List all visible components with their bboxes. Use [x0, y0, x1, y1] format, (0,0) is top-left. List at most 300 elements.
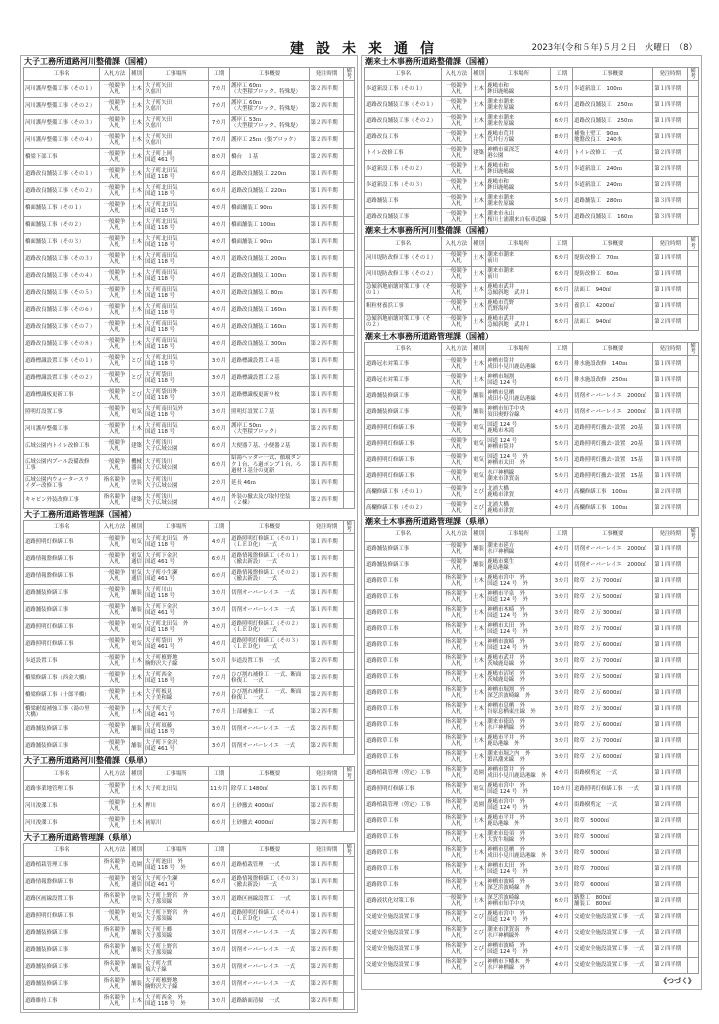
remarks-cell	[344, 738, 355, 755]
duration-cell: 3カ月	[208, 721, 230, 738]
duration-cell: 3カ月	[551, 877, 573, 893]
order-period-cell: 第１四半期	[653, 420, 688, 436]
order-period-cell: 第１四半期	[309, 387, 344, 404]
location-cell: 大子町下金沢 国道 461 号	[144, 738, 209, 755]
column-header-project-name: 工事名	[365, 237, 442, 250]
location-cell: 潮来市潮来 潮来佐原線	[486, 193, 551, 209]
duration-cell: 7カ月	[208, 704, 230, 721]
summary-cell: 切削オーバーレイエ 一式	[230, 602, 309, 619]
remarks-cell	[344, 217, 355, 234]
bid-method-cell: 指名競争 入札	[441, 813, 471, 829]
column-header-remarks: 備考	[344, 767, 355, 780]
project-name-cell: 道路除草工事	[365, 733, 442, 749]
table-row	[24, 319, 355, 336]
category-cell: 舗装	[129, 721, 143, 738]
order-period-cell: 第２四半期	[309, 925, 344, 942]
location-cell: 潮来市島須 外 大賀牛堀線 外	[486, 829, 551, 845]
project-name-cell: 道路舗装修繕工事	[24, 602, 100, 619]
category-cell: 土木	[471, 861, 485, 877]
column-header-category: 種別	[129, 843, 143, 856]
summary-cell: 橋面舗装工 90ｍ	[230, 200, 309, 217]
duration-cell: 4カ月	[551, 388, 573, 404]
duration-cell: 4カ月	[551, 500, 573, 516]
bid-method-cell: 一般競争 入札	[100, 636, 130, 653]
bid-method-cell: 指名競争 入札	[441, 621, 471, 637]
location-cell: 潮来市津賀南 外 水戸神栖線外	[486, 925, 551, 941]
project-name-cell: 道路改良舗装工事（その１）	[24, 166, 100, 183]
order-period-cell: 第１四半期	[653, 388, 688, 404]
table-row	[365, 653, 699, 669]
category-cell: 土木	[471, 250, 485, 266]
summary-cell: 法面工 940㎡	[573, 314, 653, 330]
project-name-cell: 交通安全施設設置工事	[365, 925, 442, 941]
remarks-cell	[344, 251, 355, 268]
order-period-cell: 第２四半期	[653, 845, 688, 861]
order-period-cell: 第１四半期	[309, 857, 344, 874]
duration-cell: 7カ月	[208, 81, 230, 98]
table-row	[24, 81, 355, 98]
project-name-cell: 道路植栽管理工事	[24, 857, 100, 874]
project-name-cell: 道路舗装修繕工事	[365, 541, 442, 557]
project-name-cell: 道路除草工事	[365, 589, 442, 605]
category-cell: 土木	[471, 589, 485, 605]
summary-cell: 切削オーバーレイエ 2000㎡	[573, 541, 653, 557]
project-name-cell: 道路標識設置工事（その１）	[24, 353, 100, 370]
bid-method-cell: 一般競争 入札	[100, 268, 130, 285]
location-cell: 鹿嶋市平井 外 鹿島港線 外	[486, 733, 551, 749]
order-period-cell: 第２四半期	[309, 704, 344, 721]
category-cell: 土木	[471, 685, 485, 701]
column-header-remarks: 備考	[688, 237, 699, 250]
duration-cell: 4カ月	[208, 217, 230, 234]
duration-cell: 3カ月	[551, 621, 573, 637]
project-name-cell: 河川護岸整備工事（その１）	[24, 81, 100, 98]
location-cell: 神栖市下幡木 外 水戸神栖線 外	[486, 957, 551, 973]
order-period-cell: 第１四半期	[653, 266, 688, 282]
table-row	[365, 388, 699, 404]
location-cell: 大子町板見 大子美和線	[144, 687, 209, 704]
project-name-cell: 道路改良舗装工事（その２）	[24, 183, 100, 200]
column-header-category: 種別	[129, 767, 143, 780]
project-name-cell: 道路改良舗装工事（その３）	[24, 251, 100, 268]
project-name-cell: 道路改良工事	[365, 129, 442, 145]
project-name-cell: 道路舗装修繕工事	[365, 557, 442, 573]
location-cell: 神栖市筒井 成田小見川鹿島港線	[486, 356, 551, 372]
bid-method-cell: 一般競争 入札	[441, 452, 471, 468]
table-row	[365, 282, 699, 298]
order-period-cell: 第１四半期	[309, 636, 344, 653]
bid-method-cell: 一般競争 入札	[100, 319, 130, 336]
location-cell: 大子町頃藤 国道 118 号	[144, 721, 209, 738]
bid-method-cell: 一般競争 入札	[441, 193, 471, 209]
table-row	[24, 421, 355, 438]
project-table	[23, 766, 355, 831]
bid-method-cell: 一般競争 入札	[100, 285, 130, 302]
remarks-cell	[344, 976, 355, 993]
duration-cell: 6カ月	[551, 250, 573, 266]
duration-cell: 6カ月	[208, 568, 230, 585]
project-name-cell: 道路舗装修繕工事	[24, 721, 100, 738]
bid-method-cell: 一般競争 入札	[100, 619, 130, 636]
summary-cell: 養浜工 4200㎥	[573, 298, 653, 314]
category-cell: 土木	[471, 845, 485, 861]
table-row	[24, 115, 355, 132]
location-cell: 大子町浅川 大子広域公園	[144, 438, 209, 455]
category-cell: 電気	[471, 781, 485, 797]
table-row	[24, 925, 355, 942]
order-period-cell: 第２四半期	[309, 132, 344, 149]
summary-cell: 道路舗装工 280ｍ	[573, 193, 653, 209]
duration-cell: 3カ月	[208, 891, 230, 908]
summary-cell: 除草 ２万 6000㎡	[573, 749, 653, 765]
category-cell: 電気	[471, 436, 485, 452]
duration-cell: 6カ月	[551, 97, 573, 113]
summary-cell: 切削オーバーレイエ 2000㎡	[573, 388, 653, 404]
duration-cell: 6カ月	[551, 372, 573, 388]
summary-cell: 除草 ２万 6000㎡	[573, 685, 653, 701]
summary-cell: 除草 ２万 7000㎡	[573, 621, 653, 637]
project-table	[23, 843, 355, 1010]
column-header-summary: 工事概要	[573, 237, 653, 250]
location-cell: 大子町上野宮 大子那須線	[144, 942, 209, 959]
bid-method-cell: 指名競争 入札	[441, 925, 471, 941]
duration-cell: 7カ月	[208, 132, 230, 149]
remarks-cell	[688, 797, 699, 813]
location-cell: 大子町南田気 国道 118 号	[144, 421, 209, 438]
table-row	[24, 891, 355, 908]
bid-method-cell: 指名競争 入札	[441, 797, 471, 813]
category-cell: 土木	[471, 129, 485, 145]
summary-cell: 歩道新設工 240ｍ	[573, 161, 653, 177]
table-row	[24, 455, 355, 475]
remarks-cell	[344, 200, 355, 217]
column-header-location: 工事場所	[486, 68, 551, 81]
order-period-cell: 第２四半期	[653, 500, 688, 516]
summary-cell: 道路照明灯修繕工（その３） （ＬＥＤ化） 一式	[230, 636, 309, 653]
order-period-cell: 第１四半期	[653, 765, 688, 781]
project-name-cell: 道路照明灯修繕工事	[365, 781, 442, 797]
category-cell: 土木	[129, 132, 143, 149]
issue-date: 2023年(令和５年)５月２日 火曜日 （8）	[531, 43, 697, 53]
table-header-row	[24, 843, 355, 856]
order-period-cell: 第２四半期	[309, 653, 344, 670]
bid-method-cell: 指名競争 入札	[441, 733, 471, 749]
bid-method-cell: 一般競争 入札	[100, 387, 130, 404]
bid-method-cell: 一般競争 入札	[100, 585, 130, 602]
location-cell: 鹿嶋市和 鉾田鹿嶋線	[486, 177, 551, 193]
category-cell: 土木	[471, 893, 485, 909]
order-period-cell: 第１四半期	[653, 605, 688, 621]
category-cell: 舗装	[471, 557, 485, 573]
table-row	[365, 621, 699, 637]
bid-method-cell: 指名競争 入札	[441, 589, 471, 605]
summary-cell: ひび割れ補修工 一式、断面 修復工 一式	[230, 687, 309, 704]
location-cell: 大子町袋田 外 国道 461 号	[144, 636, 209, 653]
bid-method-cell: 指名競争 入札	[100, 959, 130, 976]
duration-cell: 3カ月	[551, 829, 573, 845]
duration-cell: 4カ月	[208, 251, 230, 268]
column-header-project-name: 工事名	[24, 843, 100, 856]
category-cell: 舗装	[471, 541, 485, 557]
project-name-cell: 橋梁下部工事	[24, 149, 100, 166]
duration-cell: 3カ月	[208, 353, 230, 370]
bid-method-cell: 指名競争 入札	[441, 845, 471, 861]
bid-method-cell: 一般競争 入札	[100, 353, 130, 370]
column-header-category: 種別	[129, 68, 143, 81]
column-header-bid-method: 入札方法	[100, 68, 130, 81]
order-period-cell: 第３四半期	[653, 193, 688, 209]
remarks-cell	[344, 636, 355, 653]
order-period-cell: 第１四半期	[309, 166, 344, 183]
summary-cell: 道路改良舗装工 300ｍ	[230, 336, 309, 353]
project-table	[364, 67, 699, 225]
project-name-cell: 河川堤防改修工事（その２）	[365, 266, 442, 282]
project-name-cell: 道路事業地管理工事	[24, 780, 100, 797]
project-name-cell: 道路情報盤修繕工事	[24, 568, 100, 585]
remarks-cell	[344, 285, 355, 302]
location-cell: 神栖市筒井 外 成田小見川鹿島港線 外	[486, 765, 551, 781]
bid-method-cell: 指名競争 入札	[441, 909, 471, 925]
remarks-cell	[688, 573, 699, 589]
summary-cell: 道路照明灯撤去･設置 15基	[573, 452, 653, 468]
project-name-cell: 道路除草工事	[365, 605, 442, 621]
category-cell: 土木	[471, 749, 485, 765]
location-cell: 大子町槙野地 駒野沢大子線	[144, 653, 209, 670]
duration-cell: 4カ月	[208, 302, 230, 319]
section-title: 大子工務所道路河川整備課（国補）	[24, 57, 152, 66]
table-row	[365, 781, 699, 797]
remarks-cell	[688, 145, 699, 161]
column-header-duration: 工期	[208, 521, 230, 534]
remarks-cell	[688, 161, 699, 177]
bid-method-cell: 一般競争 入札	[100, 602, 130, 619]
location-cell: 神栖市息栖 外 谷原息栖東庄線 外	[486, 701, 551, 717]
project-name-cell: 道路除草工事	[365, 621, 442, 637]
duration-cell: 3カ月	[551, 845, 573, 861]
duration-cell: 3カ月	[208, 993, 230, 1010]
bid-method-cell: 一般競争 入札	[441, 484, 471, 500]
summary-cell: 除草 ２万 6000㎡	[573, 637, 653, 653]
project-name-cell: 道路照明灯修繕工事	[24, 534, 100, 551]
column-header-summary: 工事概要	[230, 767, 309, 780]
project-name-cell: 道路照明灯修繕工事	[24, 636, 100, 653]
duration-cell: 6カ月	[208, 166, 230, 183]
location-cell: 大子町南田気 国道 118 号	[144, 302, 209, 319]
location-cell: 北浦大橋 鹿嶋市津賀	[486, 484, 551, 500]
remarks-cell	[344, 780, 355, 797]
category-cell: とび	[129, 387, 143, 404]
remarks-cell	[688, 282, 699, 298]
duration-cell: 5カ月	[551, 468, 573, 484]
category-cell: 土木	[471, 877, 485, 893]
bid-method-cell: 指名競争 入札	[441, 781, 471, 797]
remarks-cell	[688, 781, 699, 797]
bid-method-cell: 指名競争 入札	[441, 829, 471, 845]
order-period-cell: 第１四半期	[309, 251, 344, 268]
duration-cell: 7カ月	[208, 115, 230, 132]
bid-method-cell: 一般競争 入札	[100, 687, 130, 704]
table-row	[24, 285, 355, 302]
remarks-cell	[688, 452, 699, 468]
category-cell: 土木	[471, 372, 485, 388]
bid-method-cell: 指名競争 入札	[100, 891, 130, 908]
category-cell: 土木	[129, 670, 143, 687]
summary-cell: 道路標識設置工２基	[230, 370, 309, 387]
location-cell: 大子町南田気 国道 118 号	[144, 251, 209, 268]
order-period-cell: 第２四半期	[653, 484, 688, 500]
duration-cell: 4カ月	[208, 200, 230, 217]
duration-cell: 3カ月	[551, 573, 573, 589]
table-row	[24, 251, 355, 268]
column-header-category: 種別	[471, 528, 485, 541]
location-cell: 大子町北田気 国道 118 号	[144, 166, 209, 183]
duration-cell: 3カ月	[551, 653, 573, 669]
category-cell: 土木	[471, 829, 485, 845]
project-name-cell: 橋梁修繕工事（西金大橋）	[24, 670, 100, 687]
project-name-cell: 道路除草工事	[365, 701, 442, 717]
bid-method-cell: 一般競争 入札	[100, 217, 130, 234]
order-period-cell: 第１四半期	[653, 685, 688, 701]
category-cell: 電気	[129, 908, 143, 925]
remarks-cell	[688, 941, 699, 957]
column-header-duration: 工期	[208, 843, 230, 856]
category-cell: 土木	[471, 177, 485, 193]
project-name-cell: 河川堤防改修工事（その１）	[365, 250, 442, 266]
duration-cell: 3カ月	[208, 404, 230, 421]
location-cell: 大子町大子 国道 461 号	[144, 704, 209, 721]
category-cell: 舗装	[129, 738, 143, 755]
category-cell: 土木	[129, 115, 143, 132]
bid-method-cell: 一般競争 入札	[441, 282, 471, 298]
project-name-cell: 交通安全施設設置工事	[365, 957, 442, 973]
order-period-cell: 第２四半期	[309, 814, 344, 831]
summary-cell: 交通安全施設設置工事 一式	[573, 941, 653, 957]
location-cell: 大子町左貫 塙大子線	[144, 959, 209, 976]
summary-cell: 照明灯設置工７基	[230, 404, 309, 421]
location-cell: 大子町南田気外 国道 118 号	[144, 404, 209, 421]
table-row	[24, 568, 355, 585]
remarks-cell	[344, 132, 355, 149]
location-cell: 国道 124 号 外 神栖市太田 外	[486, 452, 551, 468]
category-cell: 土木	[129, 268, 143, 285]
project-name-cell: 道路改良舗装工事（その６）	[24, 302, 100, 319]
bid-method-cell: 一般競争 入札	[441, 557, 471, 573]
project-name-cell: 道路維持工事	[24, 993, 100, 1010]
bid-method-cell: 一般競争 入札	[100, 704, 130, 721]
order-period-cell: 第２四半期	[653, 893, 688, 909]
duration-cell: 3カ月	[208, 585, 230, 602]
order-period-cell: 第２四半期	[653, 925, 688, 941]
summary-cell: 交通安全施設設置工事 一式	[573, 925, 653, 941]
location-cell: 大子町袋田 国道 118 号	[144, 370, 209, 387]
category-cell: 造園	[471, 797, 485, 813]
order-period-cell: 第１四半期	[653, 717, 688, 733]
column-header-project-name: 工事名	[365, 528, 442, 541]
duration-cell: 3カ月	[551, 717, 573, 733]
summary-cell: 道路改良舗装工 160ｍ	[230, 319, 309, 336]
order-period-cell: 第１四半期	[653, 541, 688, 557]
category-cell: 土木	[471, 298, 485, 314]
order-period-cell: 第１四半期	[653, 781, 688, 797]
summary-cell: 上部補強工 一式	[230, 704, 309, 721]
bid-method-cell: 一般競争 入札	[441, 81, 471, 97]
column-header-bid-method: 入札方法	[441, 528, 471, 541]
order-period-cell: 第２四半期	[309, 336, 344, 353]
column-header-order-period: 発注時期	[653, 528, 688, 541]
location-cell: 鹿嶋市武井 外 茨城鹿島線 外	[486, 653, 551, 669]
location-cell: 神栖市波崎 外 国道 124 号 外	[486, 941, 551, 957]
column-header-location: 工事場所	[144, 521, 209, 534]
remarks-cell	[688, 209, 699, 225]
category-cell: 土木	[129, 217, 143, 234]
bid-method-cell: 一般競争 入札	[441, 388, 471, 404]
order-period-cell: 第１四半期	[309, 217, 344, 234]
table-row	[24, 302, 355, 319]
order-period-cell: 第２四半期	[309, 976, 344, 993]
category-cell: 造園	[471, 765, 485, 781]
remarks-cell	[344, 319, 355, 336]
project-name-cell: トイレ改修工事	[365, 145, 442, 161]
duration-cell: 6カ月	[551, 113, 573, 129]
category-cell: 塗装	[129, 891, 143, 908]
project-table	[23, 67, 355, 509]
category-cell: 舗装	[129, 959, 143, 976]
order-period-cell: 第１四半期	[309, 285, 344, 302]
summary-cell: 補強土壁工 90ｍ 地盤改良工 240本	[573, 129, 653, 145]
table-row	[365, 733, 699, 749]
column-header-bid-method: 入札方法	[441, 237, 471, 250]
project-name-cell: 高欄修繕工事（その２）	[365, 500, 442, 516]
summary-cell: 堤防改修工 60ｍ	[573, 266, 653, 282]
duration-cell: 5カ月	[551, 420, 573, 436]
summary-cell: 排水施設改修 140ｍ	[573, 356, 653, 372]
column-header-location: 工事場所	[486, 342, 551, 355]
duration-cell: 8カ月	[208, 149, 230, 166]
remarks-cell	[688, 484, 699, 500]
project-name-cell: 道路除草工事	[365, 845, 442, 861]
column-header-summary: 工事概要	[573, 342, 653, 355]
category-cell: 土木	[129, 183, 143, 200]
location-cell: 大子町池田 外 国道 118 号 外	[144, 857, 209, 874]
table-row	[24, 353, 355, 370]
project-name-cell: 道路情報盤修繕工事	[24, 551, 100, 568]
bid-method-cell: 一般競争 入札	[441, 500, 471, 516]
project-name-cell: 道路除草工事	[365, 813, 442, 829]
project-name-cell: 道路照明灯修繕工事	[365, 468, 442, 484]
category-cell: 電気 通信	[129, 874, 143, 891]
bid-method-cell: 一般競争 入札	[441, 161, 471, 177]
location-cell: 潮来市潮来 前川	[486, 266, 551, 282]
order-period-cell: 第１四半期	[309, 268, 344, 285]
column-header-remarks: 備考	[344, 843, 355, 856]
summary-cell: ひび割れ補修工 一式、断面 修復工 一式	[230, 670, 309, 687]
summary-cell: 交通安全施設設置工事 一式	[573, 957, 653, 973]
table-row	[24, 551, 355, 568]
location-cell: 潮来市潮来 潮来佐原線	[486, 97, 551, 113]
bid-method-cell: 指名競争 入札	[441, 877, 471, 893]
bid-method-cell: 指名競争 入札	[441, 573, 471, 589]
table-row	[24, 602, 355, 619]
table-row	[365, 404, 699, 420]
table-row	[24, 492, 355, 509]
location-cell: 大子町浅川 大子広域公園	[144, 475, 209, 492]
bid-method-cell: 指名競争 入札	[441, 669, 471, 685]
project-name-cell: 河川護岸整備工事（その２）	[24, 98, 100, 115]
duration-cell: 5カ月	[551, 161, 573, 177]
category-cell: 土木	[471, 97, 485, 113]
table-row	[365, 298, 699, 314]
table-row	[24, 132, 355, 149]
